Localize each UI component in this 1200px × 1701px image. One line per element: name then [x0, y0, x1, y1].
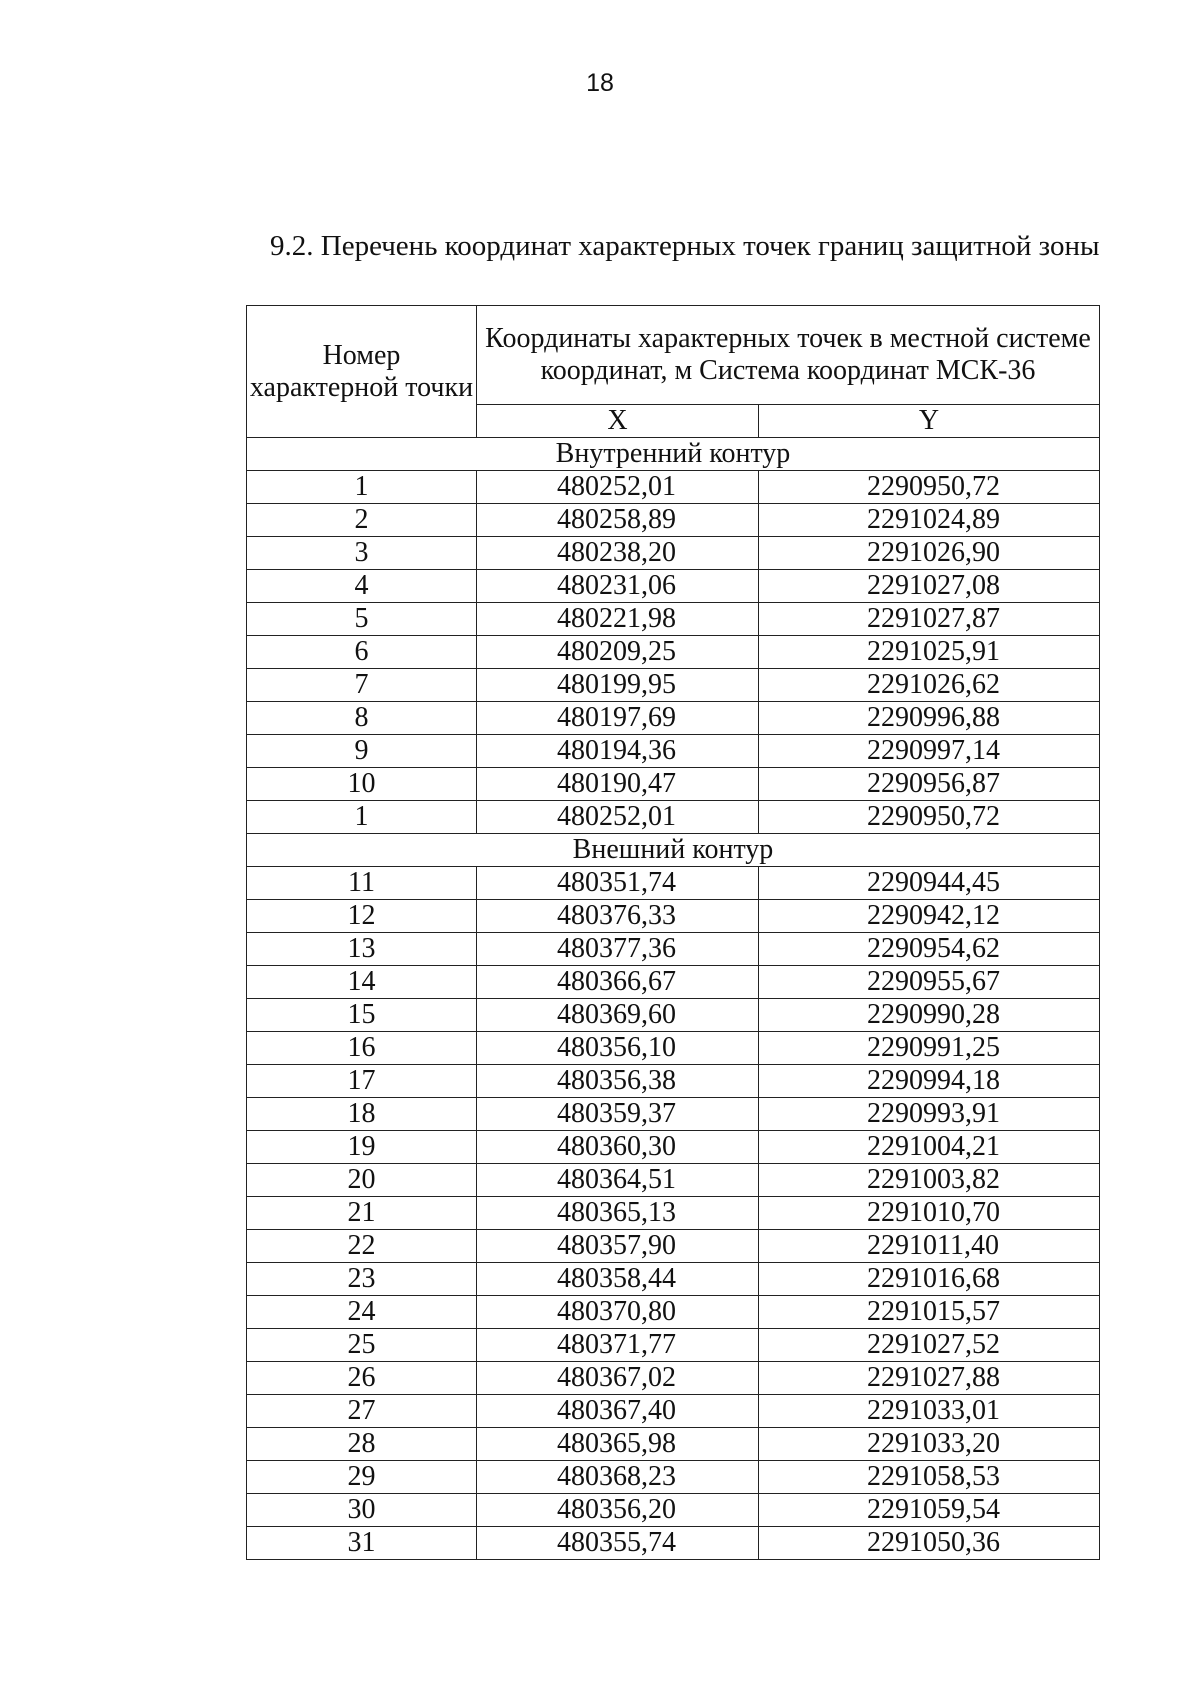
- y-coordinate-cell: 2290944,45: [759, 867, 1100, 900]
- header-coordinates: Координаты характерных точек в местной системе координат, м Система координат МСК-36: [477, 306, 1100, 405]
- x-coordinate-cell: 480369,60: [477, 999, 759, 1032]
- table-row: [247, 1428, 1100, 1461]
- x-coordinate-cell: 480377,36: [477, 933, 759, 966]
- y-coordinate-cell: 2291058,53: [759, 1461, 1100, 1494]
- y-coordinate-cell: 2291004,21: [759, 1131, 1100, 1164]
- table-row: [247, 768, 1100, 801]
- point-number-cell: 7: [247, 669, 477, 702]
- table-row: [247, 1395, 1100, 1428]
- table-row: [247, 471, 1100, 504]
- point-number-cell: 27: [247, 1395, 477, 1428]
- y-coordinate-cell: 2291011,40: [759, 1230, 1100, 1263]
- x-coordinate-cell: 480355,74: [477, 1527, 759, 1560]
- point-number-cell: 3: [247, 537, 477, 570]
- x-coordinate-cell: 480231,06: [477, 570, 759, 603]
- table-row: [247, 537, 1100, 570]
- table-row: [247, 966, 1100, 999]
- table-row: [247, 801, 1100, 834]
- x-coordinate-cell: 480258,89: [477, 504, 759, 537]
- x-coordinate-cell: 480358,44: [477, 1263, 759, 1296]
- point-number-cell: 12: [247, 900, 477, 933]
- y-coordinate-cell: 2291059,54: [759, 1494, 1100, 1527]
- y-coordinate-cell: 2290955,67: [759, 966, 1100, 999]
- point-number-cell: 15: [247, 999, 477, 1032]
- y-coordinate-cell: 2291024,89: [759, 504, 1100, 537]
- table-row: [247, 1494, 1100, 1527]
- table-row: [247, 1527, 1100, 1560]
- x-coordinate-cell: 480356,20: [477, 1494, 759, 1527]
- y-coordinate-cell: 2290956,87: [759, 768, 1100, 801]
- point-number-cell: 1: [247, 471, 477, 504]
- point-number-cell: 30: [247, 1494, 477, 1527]
- x-coordinate-cell: 480197,69: [477, 702, 759, 735]
- y-coordinate-cell: 2291027,08: [759, 570, 1100, 603]
- section-row: [247, 438, 1100, 471]
- table-row: [247, 636, 1100, 669]
- point-number-cell: 19: [247, 1131, 477, 1164]
- x-coordinate-cell: 480209,25: [477, 636, 759, 669]
- x-coordinate-cell: 480356,38: [477, 1065, 759, 1098]
- table-row: [247, 603, 1100, 636]
- point-number-cell: 25: [247, 1329, 477, 1362]
- y-coordinate-cell: 2291015,57: [759, 1296, 1100, 1329]
- table-row: [247, 1164, 1100, 1197]
- point-number-cell: 9: [247, 735, 477, 768]
- table-row: [247, 1065, 1100, 1098]
- point-number-cell: 8: [247, 702, 477, 735]
- header-x: X: [477, 405, 759, 438]
- point-number-cell: 6: [247, 636, 477, 669]
- table-row: [247, 933, 1100, 966]
- y-coordinate-cell: 2291026,90: [759, 537, 1100, 570]
- table-row: [247, 1131, 1100, 1164]
- table-row: [247, 1461, 1100, 1494]
- table-row: [247, 1032, 1100, 1065]
- x-coordinate-cell: 480360,30: [477, 1131, 759, 1164]
- point-number-cell: 20: [247, 1164, 477, 1197]
- table-row: [247, 1230, 1100, 1263]
- y-coordinate-cell: 2290997,14: [759, 735, 1100, 768]
- point-number-cell: 16: [247, 1032, 477, 1065]
- y-coordinate-cell: 2291026,62: [759, 669, 1100, 702]
- table-row: [247, 999, 1100, 1032]
- x-coordinate-cell: 480370,80: [477, 1296, 759, 1329]
- section-title: Внешний контур: [247, 834, 1100, 867]
- x-coordinate-cell: 480376,33: [477, 900, 759, 933]
- y-coordinate-cell: 2290942,12: [759, 900, 1100, 933]
- x-coordinate-cell: 480194,36: [477, 735, 759, 768]
- point-number-cell: 23: [247, 1263, 477, 1296]
- point-number-cell: 2: [247, 504, 477, 537]
- point-number-cell: 21: [247, 1197, 477, 1230]
- x-coordinate-cell: 480371,77: [477, 1329, 759, 1362]
- table-row: [247, 867, 1100, 900]
- point-number-cell: 28: [247, 1428, 477, 1461]
- x-coordinate-cell: 480365,13: [477, 1197, 759, 1230]
- x-coordinate-cell: 480367,02: [477, 1362, 759, 1395]
- point-number-cell: 10: [247, 768, 477, 801]
- y-coordinate-cell: 2291033,20: [759, 1428, 1100, 1461]
- x-coordinate-cell: 480366,67: [477, 966, 759, 999]
- table-row: [247, 1263, 1100, 1296]
- x-coordinate-cell: 480252,01: [477, 471, 759, 504]
- document-heading: 9.2. Перечень координат характерных точек границ защитной зоны: [270, 230, 1100, 262]
- y-coordinate-cell: 2290950,72: [759, 801, 1100, 834]
- header-point-number: Номер характерной точки: [247, 306, 477, 438]
- x-coordinate-cell: 480238,20: [477, 537, 759, 570]
- y-coordinate-cell: 2291025,91: [759, 636, 1100, 669]
- table-row: [247, 570, 1100, 603]
- table-row: [247, 1098, 1100, 1131]
- y-coordinate-cell: 2291003,82: [759, 1164, 1100, 1197]
- table-row: [247, 669, 1100, 702]
- point-number-cell: 29: [247, 1461, 477, 1494]
- table-row: [247, 1362, 1100, 1395]
- x-coordinate-cell: 480359,37: [477, 1098, 759, 1131]
- x-coordinate-cell: 480365,98: [477, 1428, 759, 1461]
- y-coordinate-cell: 2291027,52: [759, 1329, 1100, 1362]
- section-row: [247, 834, 1100, 867]
- point-number-cell: 22: [247, 1230, 477, 1263]
- y-coordinate-cell: 2291033,01: [759, 1395, 1100, 1428]
- y-coordinate-cell: 2290950,72: [759, 471, 1100, 504]
- x-coordinate-cell: 480368,23: [477, 1461, 759, 1494]
- point-number-cell: 17: [247, 1065, 477, 1098]
- point-number-cell: 1: [247, 801, 477, 834]
- point-number-cell: 13: [247, 933, 477, 966]
- y-coordinate-cell: 2290996,88: [759, 702, 1100, 735]
- table-row: [247, 735, 1100, 768]
- x-coordinate-cell: 480356,10: [477, 1032, 759, 1065]
- y-coordinate-cell: 2290993,91: [759, 1098, 1100, 1131]
- coordinates-table: [246, 305, 1100, 1560]
- y-coordinate-cell: 2290954,62: [759, 933, 1100, 966]
- table-row: [247, 1296, 1100, 1329]
- x-coordinate-cell: 480221,98: [477, 603, 759, 636]
- x-coordinate-cell: 480190,47: [477, 768, 759, 801]
- point-number-cell: 14: [247, 966, 477, 999]
- table-row: [247, 1197, 1100, 1230]
- point-number-cell: 5: [247, 603, 477, 636]
- x-coordinate-cell: 480252,01: [477, 801, 759, 834]
- x-coordinate-cell: 480199,95: [477, 669, 759, 702]
- point-number-cell: 31: [247, 1527, 477, 1560]
- y-coordinate-cell: 2290994,18: [759, 1065, 1100, 1098]
- section-title: Внутренний контур: [247, 438, 1100, 471]
- table-row: [247, 900, 1100, 933]
- x-coordinate-cell: 480367,40: [477, 1395, 759, 1428]
- table-header: [247, 306, 1100, 438]
- x-coordinate-cell: 480364,51: [477, 1164, 759, 1197]
- table-row: [247, 1329, 1100, 1362]
- point-number-cell: 26: [247, 1362, 477, 1395]
- point-number-cell: 4: [247, 570, 477, 603]
- x-coordinate-cell: 480351,74: [477, 867, 759, 900]
- y-coordinate-cell: 2291016,68: [759, 1263, 1100, 1296]
- point-number-cell: 18: [247, 1098, 477, 1131]
- point-number-cell: 11: [247, 867, 477, 900]
- point-number-cell: 24: [247, 1296, 477, 1329]
- header-y: Y: [759, 405, 1100, 438]
- y-coordinate-cell: 2290990,28: [759, 999, 1100, 1032]
- x-coordinate-cell: 480357,90: [477, 1230, 759, 1263]
- table-row: [247, 504, 1100, 537]
- y-coordinate-cell: 2291010,70: [759, 1197, 1100, 1230]
- page-number: 18: [586, 69, 614, 97]
- y-coordinate-cell: 2290991,25: [759, 1032, 1100, 1065]
- table-body: [247, 438, 1100, 1560]
- y-coordinate-cell: 2291027,88: [759, 1362, 1100, 1395]
- y-coordinate-cell: 2291050,36: [759, 1527, 1100, 1560]
- table-row: [247, 702, 1100, 735]
- y-coordinate-cell: 2291027,87: [759, 603, 1100, 636]
